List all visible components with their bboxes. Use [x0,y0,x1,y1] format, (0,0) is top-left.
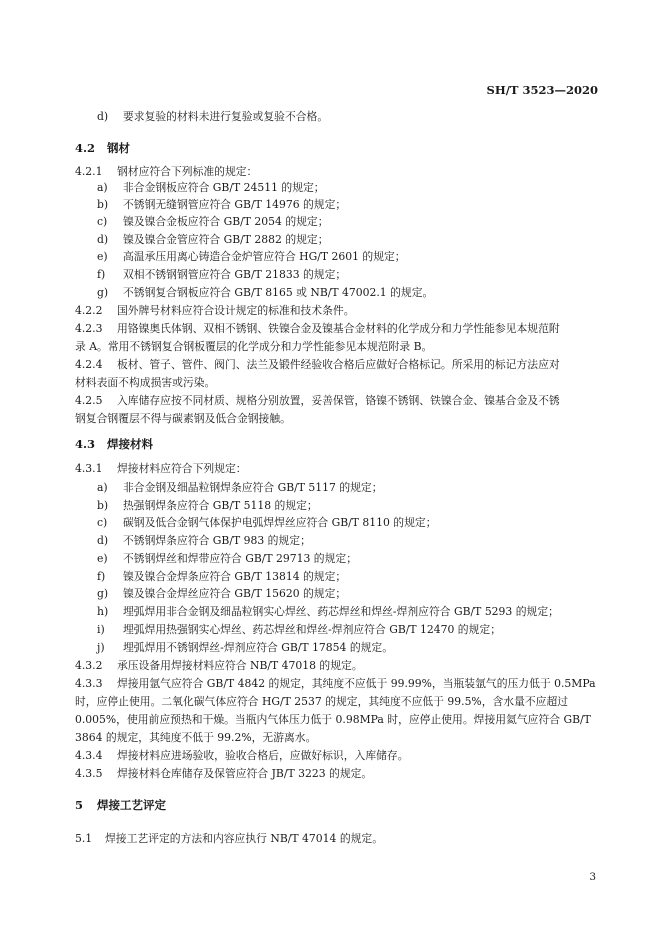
item-text: 不锈钢焊丝和焊带应符合 GB/T 29713 的规定； [123,552,357,565]
clause-number: 4.3.2 [75,659,103,672]
section-title: 焊接工艺评定 [97,798,166,812]
item-text: 非合金钢板应符合 GB/T 24511 的规定； [123,181,325,194]
clause-text: 焊接材料应符合下列规定： [117,462,247,475]
clause-text: 承压设备用焊接材料应符合 NB/T 47018 的规定。 [117,659,363,672]
item-text: 非合金钢及细晶粒钢焊条应符合 GB/T 5117 的规定； [123,481,383,494]
clause-text: 用铬镍奥氏体钢、双相不锈钢、铁镍合金及镍基合金材料的化学成分和力学性能参见本规范附 [117,322,560,335]
clause-4-3-3 [75,677,596,691]
item-text: 双相不锈钢钢管应符合 GB/T 21833 的规定； [123,268,347,281]
clause-number: 4.2.3 [75,322,103,335]
list-item [97,641,393,655]
item-label: i) [97,623,105,636]
item-label: d) [97,233,109,246]
item-label: f) [97,570,106,583]
clause-continuation: 0.005%，使用前应预热和干燥。当瓶内气体压力低于 0.98MPa 时，应停止使用。焊接用氦气应符合 GB/T [75,713,591,726]
item-text: 埋弧焊用热强钢实心焊丝、药芯焊丝和焊丝-焊剂应符合 GB/T 12470 的规定； [123,623,501,636]
list-item [97,198,346,212]
clause-4-3-5 [75,767,372,781]
page-number: 3 [589,871,596,883]
section-title: 钢材 [107,141,130,155]
section-title: 焊接材料 [107,437,153,451]
list-item [97,623,501,637]
list-item [97,110,328,124]
clause-text: 焊接材料仓库储存及保管应符合 JB/T 3223 的规定。 [117,767,373,780]
clause-number: 5.1 [75,832,93,845]
item-text: 镍及镍合金管应符合 GB/T 2882 的规定； [123,233,329,246]
list-item [97,587,346,601]
item-label: b) [97,499,109,512]
list-item [97,570,346,584]
clause-text: 焊接用氩气应符合 GB/T 4842 的规定，其纯度不应低于 99.99%，当瓶装氩气的压力低于 0.5MPa [117,677,596,690]
clause-continuation: 录 A。常用不锈钢复合钢板覆层的化学成分和力学性能参见本规范附录 B。 [75,340,433,353]
item-label: e) [97,250,108,263]
document-code-header: SH/T 3523—2020 [486,83,598,97]
item-label: c) [97,516,108,529]
clause-text: 焊接工艺评定的方法和内容应执行 NB/T 47014 的规定。 [105,832,384,845]
item-label: g) [97,286,109,299]
list-item [97,250,406,264]
clause-4-2-3 [75,322,560,336]
clause-number: 4.3.3 [75,677,103,690]
section-number: 4.2 [75,141,96,155]
section-number: 4.3 [75,437,96,451]
item-label: j) [97,641,105,654]
clause-continuation: 材料表面不构成损害或污染。 [75,376,216,389]
item-label: e) [97,552,108,565]
clause-text: 焊接材料应进场验收，验收合格后，应做好标识，入库储存。 [117,749,409,762]
item-label: f) [97,268,106,281]
list-item [97,552,357,566]
item-label: d) [97,110,109,123]
clause-4-3-1 [75,462,247,476]
item-text: 碳钢及低合金钢气体保护电弧焊焊丝应符合 GB/T 8110 的规定； [123,516,437,529]
clause-4-3-2 [75,659,363,673]
item-text: 不锈钢无缝钢管应符合 GB/T 14976 的规定； [123,198,347,211]
section-heading-5 [75,798,166,812]
list-item [97,534,311,548]
item-label: b) [97,198,109,211]
clause-number: 4.2.5 [75,394,103,407]
item-text: 镍及镍合金板应符合 GB/T 2054 的规定； [123,215,329,228]
section-heading-4-2 [75,141,130,155]
item-text: 高温承压用离心铸造合金炉管应符合 HG/T 2601 的规定； [123,250,406,263]
list-item [97,286,433,300]
item-text: 镍及镍合金焊丝应符合 GB/T 15620 的规定； [123,587,347,600]
item-label: a) [97,181,108,194]
list-item [97,215,329,229]
list-item [97,605,559,619]
clause-number: 4.3.5 [75,767,103,780]
clause-continuation: 时，应停止使用。二氧化碳气体应符合 HG/T 2537 的规定，其纯度不应低于 99.5%，含水量不应超过 [75,695,569,708]
list-item [97,268,346,282]
section-number: 5 [75,798,84,812]
clause-number: 4.2.1 [75,165,103,178]
item-label: c) [97,215,108,228]
clause-4-3-4 [75,749,409,763]
clause-4-2-5 [75,394,560,408]
clause-4-2-4 [75,358,560,372]
item-text: 热强钢焊条应符合 GB/T 5118 的规定； [123,499,318,512]
section-heading-4-3 [75,437,153,451]
clause-text: 入库储存应按不同材质、规格分别放置，妥善保管，铬镍不锈钢、铁镍合金、镍基合金及不锈 [117,394,560,407]
clause-5-1 [75,832,383,846]
clause-number: 4.2.4 [75,358,103,371]
item-label: h) [97,605,109,618]
list-item [97,481,383,495]
item-label: d) [97,534,109,547]
clause-continuation: 钢复合钢覆层不得与碳素钢及低合金钢接触。 [75,412,291,425]
clause-4-2-1 [75,165,257,179]
item-text: 要求复验的材料未进行复验或复验不合格。 [123,110,329,123]
item-text: 不锈钢焊条应符合 GB/T 983 的规定； [123,534,311,547]
list-item [97,233,329,247]
clause-number: 4.3.4 [75,749,103,762]
item-text: 镍及镍合金焊条应符合 GB/T 13814 的规定； [123,570,347,583]
list-item [97,499,318,513]
list-item [97,181,325,195]
item-text: 埋弧焊用非合金钢及细晶粒钢实心焊丝、药芯焊丝和焊丝-焊剂应符合 GB/T 5293 的规定； [123,605,559,618]
clause-number: 4.3.1 [75,462,103,475]
clause-text: 板材、管子、管件、阀门、法兰及锻件经验收合格后应做好合格标记。所采用的标记方法应对 [117,358,560,371]
clause-text: 钢材应符合下列标准的规定： [117,165,258,178]
clause-4-2-2 [75,304,355,318]
item-label: g) [97,587,109,600]
clause-text: 国外牌号材料应符合设计规定的标准和技术条件。 [117,304,355,317]
clause-number: 4.2.2 [75,304,103,317]
item-text: 埋弧焊用不锈钢焊丝-焊剂应符合 GB/T 17854 的规定。 [123,641,394,654]
item-label: a) [97,481,108,494]
clause-continuation: 3864 的规定，其纯度不低于 99.2%，无游离水。 [75,731,317,744]
list-item [97,516,437,530]
item-text: 不锈钢复合钢板应符合 GB/T 8165 或 NB/T 47002.1 的规定。 [123,286,434,299]
